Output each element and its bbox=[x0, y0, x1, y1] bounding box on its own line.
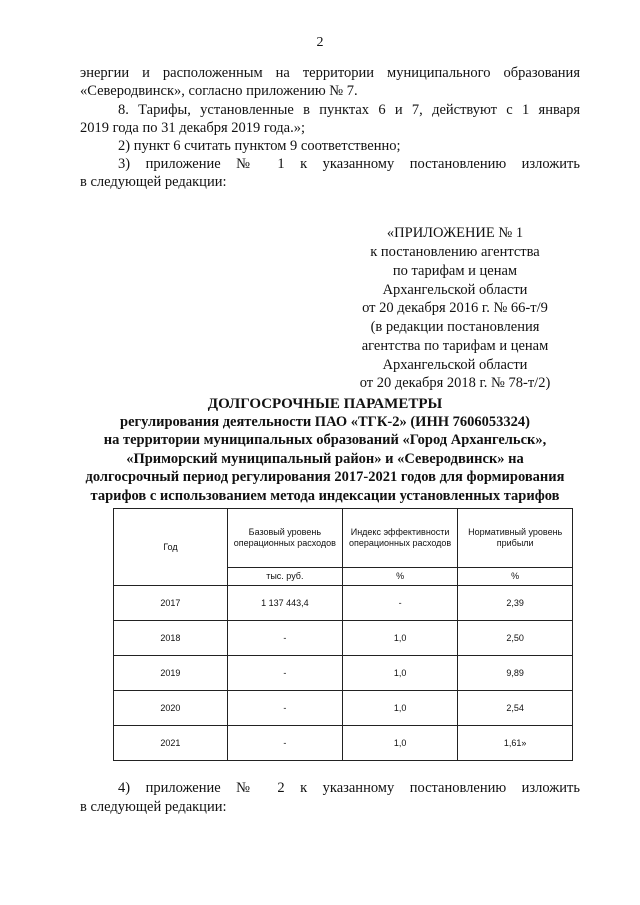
intro-line-2: «Северодвинск», согласно приложению № 7. bbox=[80, 83, 358, 99]
cell-index: 1,0 bbox=[342, 621, 458, 656]
appendix-line-7: агентства по тарифам и ценам bbox=[361, 338, 549, 354]
outro-line-1: 4) приложение № 2 к указанному постановлению изложить bbox=[118, 780, 580, 796]
header-base-opex: Базовый уровень операционных расходов bbox=[227, 509, 342, 568]
cell-profit: 9,89 bbox=[458, 656, 573, 691]
title-line-5: тарифов с использованием метода индексации установленных тарифов bbox=[90, 488, 560, 504]
header-profit-level: Нормативный уровень прибыли bbox=[458, 509, 573, 568]
cell-base: - bbox=[227, 726, 342, 761]
title-line-4: долгосрочный период регулирования 2017-2021 годов для формирования bbox=[85, 469, 565, 485]
table-row bbox=[114, 691, 573, 726]
table-header-row bbox=[114, 509, 573, 568]
cell-profit: 2,39 bbox=[458, 586, 573, 621]
appendix-line-2: к постановлению агентства bbox=[370, 244, 540, 260]
intro-line-5: 2) пункт 6 считать пунктом 9 соответственно; bbox=[118, 138, 401, 154]
cell-base: 1 137 443,4 bbox=[227, 586, 342, 621]
cell-year: 2021 bbox=[114, 726, 228, 761]
cell-profit: 2,54 bbox=[458, 691, 573, 726]
appendix-line-3: по тарифам и ценам bbox=[392, 263, 518, 279]
appendix-line-1: «ПРИЛОЖЕНИЕ № 1 bbox=[386, 225, 524, 241]
intro-line-6: 3) приложение № 1 к указанному постановлению изложить bbox=[118, 156, 580, 172]
title-line-2: на территории муниципальных образований «Город Архангельск», bbox=[103, 432, 547, 448]
appendix-line-5: от 20 декабря 2016 г. № 66-т/9 bbox=[362, 300, 548, 316]
cell-profit: 2,50 bbox=[458, 621, 573, 656]
table-row bbox=[114, 726, 573, 761]
cell-year: 2020 bbox=[114, 691, 228, 726]
cell-index: 1,0 bbox=[342, 726, 458, 761]
cell-year: 2017 bbox=[114, 586, 228, 621]
unit-base: тыс. руб. bbox=[227, 568, 342, 586]
cell-year: 2018 bbox=[114, 621, 228, 656]
intro-line-1: энергии и расположенным на территории муниципального образования bbox=[80, 65, 580, 81]
cell-base: - bbox=[227, 621, 342, 656]
outro-line-2: в следующей редакции: bbox=[80, 799, 227, 815]
title-line-3: «Приморский муниципальный район» и «Северодвинск» на bbox=[126, 451, 524, 467]
appendix-line-9: от 20 декабря 2018 г. № 78-т/2) bbox=[359, 375, 551, 391]
header-year: Год bbox=[114, 509, 228, 586]
unit-profit: % bbox=[458, 568, 573, 586]
cell-year: 2019 bbox=[114, 656, 228, 691]
cell-index: - bbox=[342, 586, 458, 621]
header-efficiency-index: Индекс эффективности операционных расходов bbox=[342, 509, 458, 568]
appendix-line-8: Архангельской области bbox=[382, 357, 528, 373]
table-row bbox=[114, 621, 573, 656]
intro-line-7: в следующей редакции: bbox=[80, 174, 227, 190]
cell-profit: 1,61» bbox=[458, 726, 573, 761]
page-number: 2 bbox=[316, 35, 324, 50]
appendix-line-6: (в редакции постановления bbox=[370, 319, 540, 335]
cell-index: 1,0 bbox=[342, 656, 458, 691]
table-row bbox=[114, 656, 573, 691]
appendix-line-4: Архангельской области bbox=[382, 282, 528, 298]
parameters-table bbox=[113, 508, 573, 761]
table-row bbox=[114, 586, 573, 621]
document-title: ДОЛГОСРОЧНЫЕ ПАРАМЕТРЫ bbox=[207, 396, 443, 412]
title-line-1: регулирования деятельности ПАО «ТГК-2» (ИНН 7606053324) bbox=[120, 414, 530, 430]
intro-line-4: 2019 года по 31 декабря 2019 года.»; bbox=[80, 120, 305, 136]
cell-base: - bbox=[227, 656, 342, 691]
unit-index: % bbox=[342, 568, 458, 586]
intro-line-3: 8. Тарифы, установленные в пунктах 6 и 7, действуют с 1 января bbox=[118, 102, 580, 118]
cell-base: - bbox=[227, 691, 342, 726]
cell-index: 1,0 bbox=[342, 691, 458, 726]
